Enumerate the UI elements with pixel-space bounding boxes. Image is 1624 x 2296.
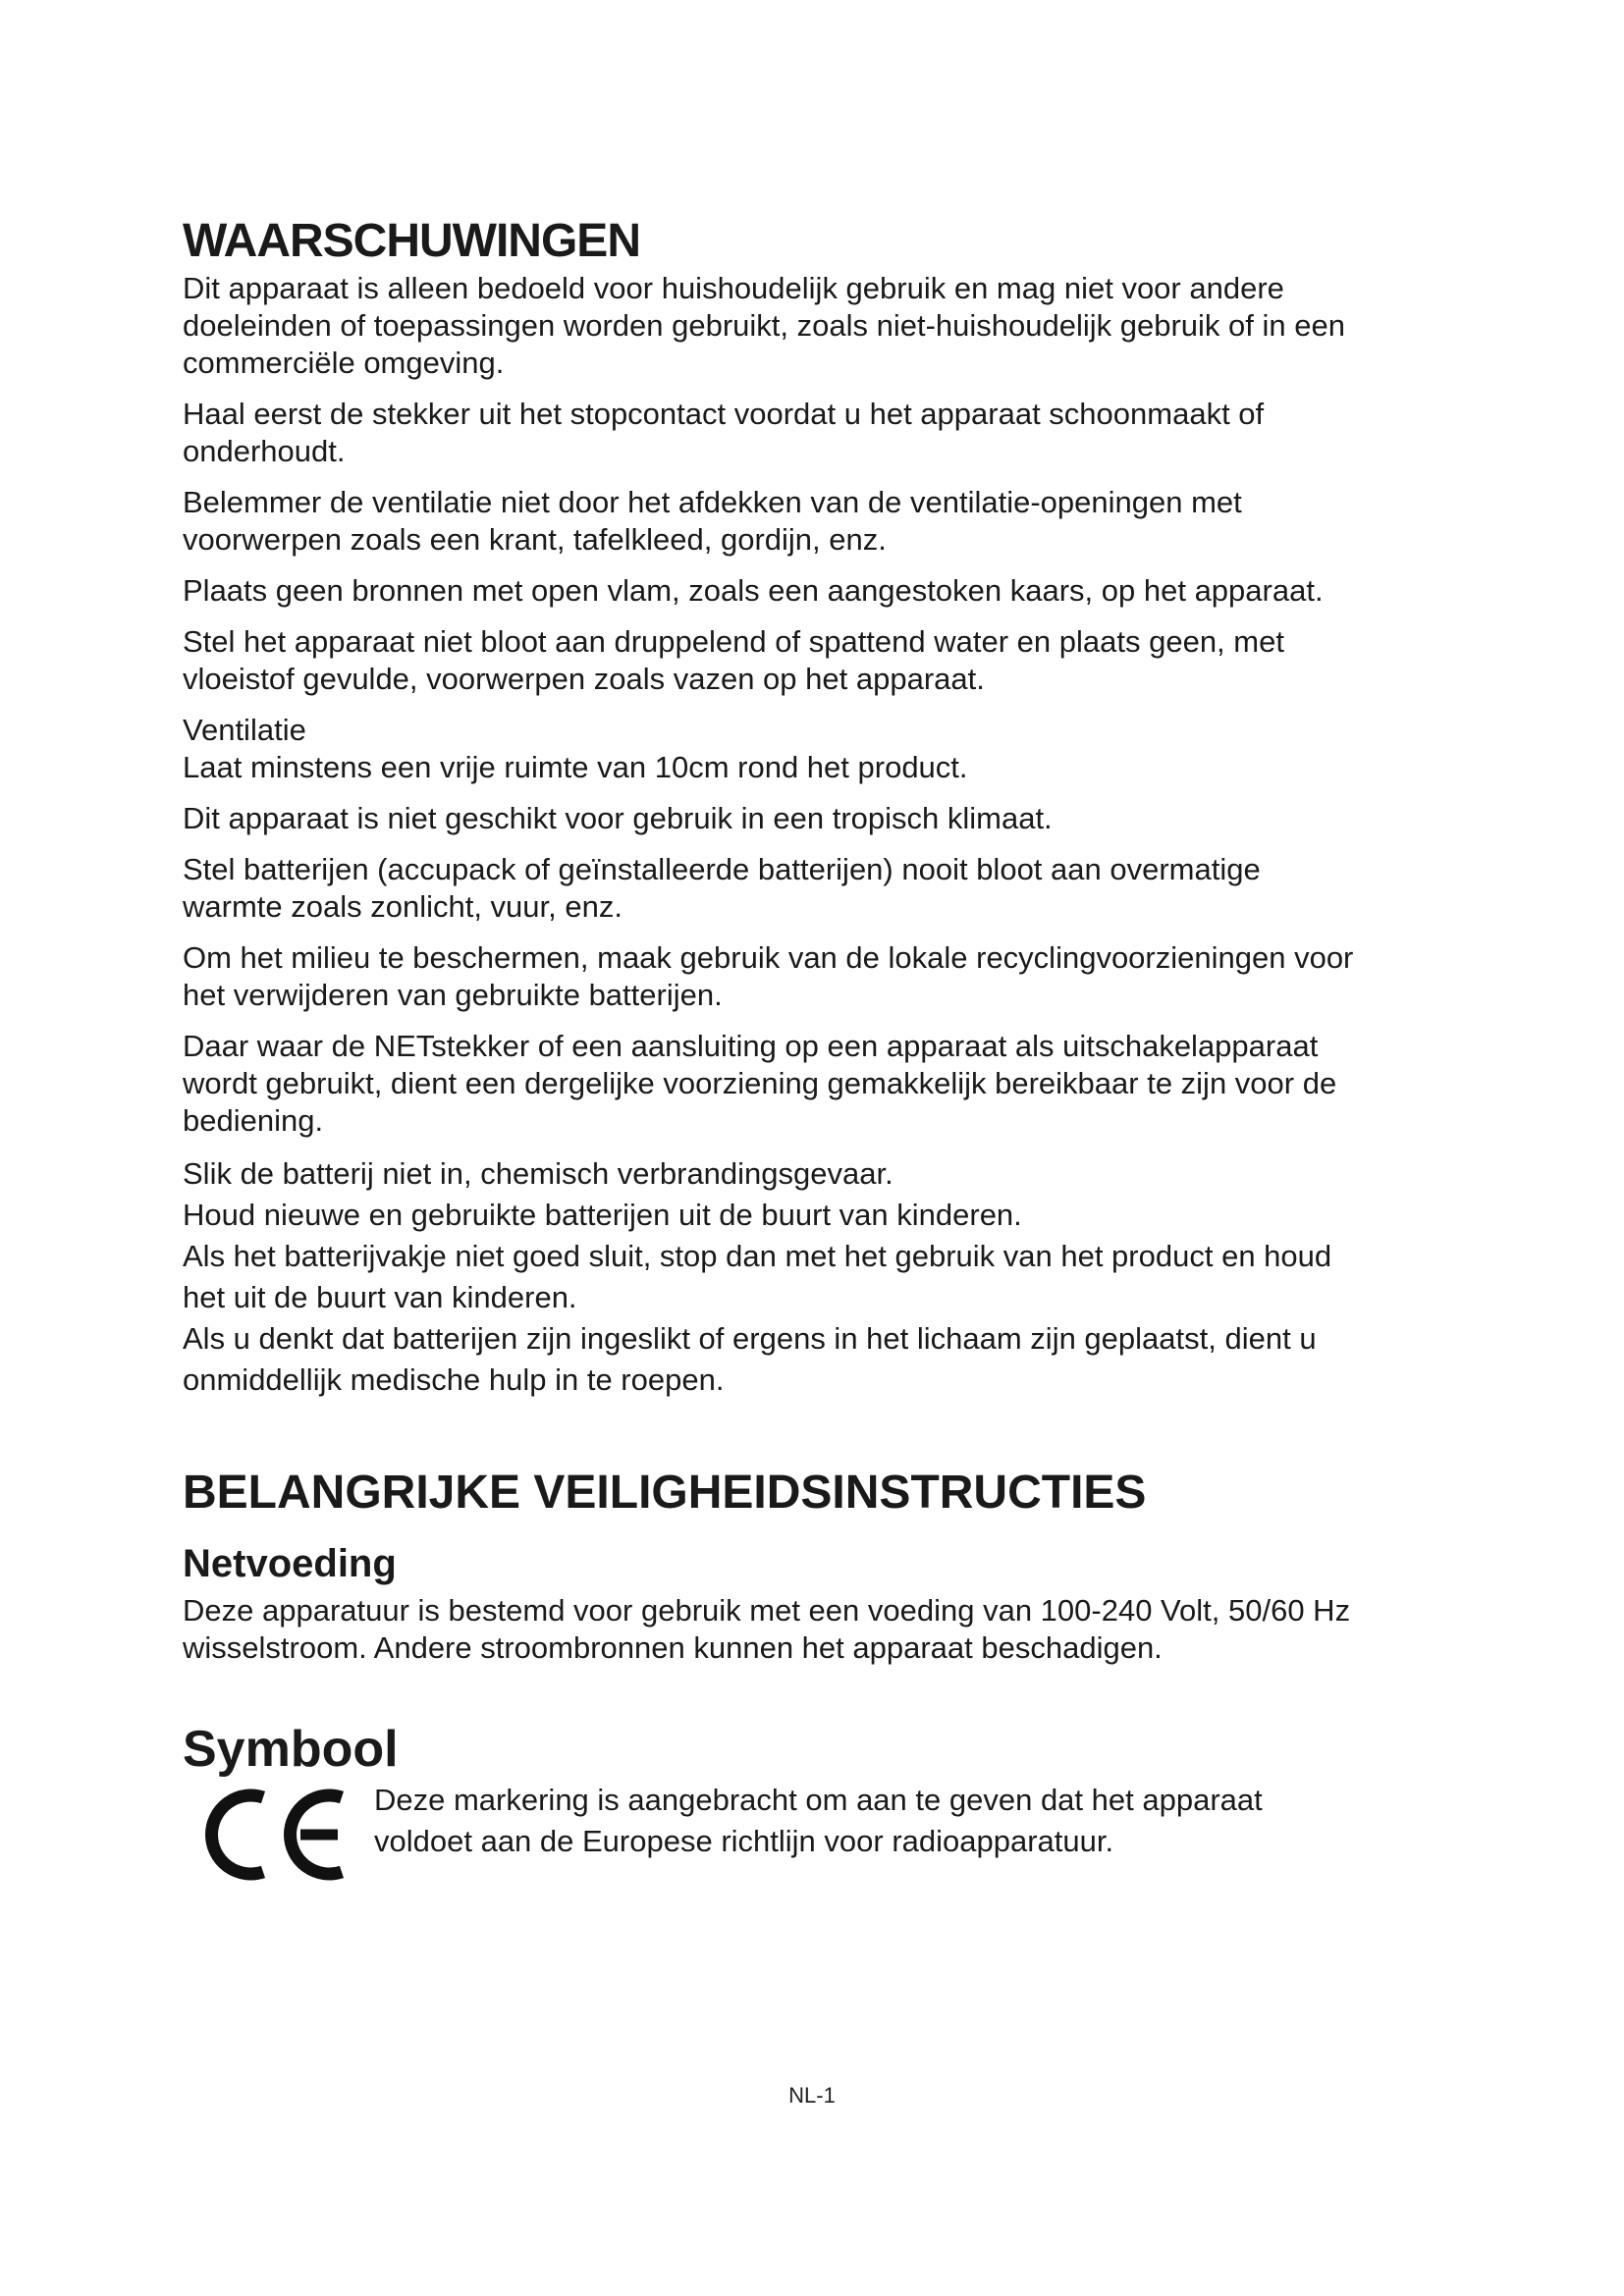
warnings-section [183, 270, 1459, 1401]
warning-paragraph-disconnect: Daar waar de NETstekker of een aansluiting op een apparaat als uitschakelapparaat wordt gebruikt, dient een dergelijke voorziening gemakkelijk bereikbaar te zijn voor de bediening. [183, 1028, 1337, 1138]
document-page [183, 216, 1459, 1886]
power-paragraph: Deze apparatuur is bestemd voor gebruik met een voeding van 100-240 Volt, 50/60 Hz wisselstroom. Andere stroombronnen kunnen het apparaat beschadigen. [183, 1592, 1351, 1665]
safety-heading: BELANGRIJKE VEILIGHEIDSINSTRUCTIES [183, 1466, 1147, 1519]
warning-paragraph-ventilation-space: Ventilatie Laat minstens een vrije ruimte van 10cm rond het product. [183, 712, 968, 784]
page-number: NL-1 [788, 2083, 836, 2108]
warning-paragraph-open-flame: Plaats geen bronnen met open vlam, zoals een aangestoken kaars, op het apparaat. [183, 572, 1324, 608]
warning-paragraph-tropical: Dit apparaat is niet geschikt voor gebruik in een tropisch klimaat. [183, 800, 1053, 835]
ce-symbol-row [183, 1778, 1459, 1886]
warnings-heading: WAARSCHUWINGEN [183, 215, 640, 267]
warning-paragraph-unplug: Haal eerst de stekker uit het stopcontact voordat u het apparaat schoonmaakt of onderhoudt. [183, 396, 1265, 468]
warning-paragraph-battery-swallow: Slik de batterij niet in, chemisch verbrandingsgevaar. Houd nieuwe en gebruikte batterijen uit de buurt van kinderen. Als het batterijvakje niet goed sluit, stop dan met het gebruik van het product en houd het uit de buurt van kinderen. Als u denkt dat batterijen zijn ingeslikt of ergens in het lichaam zijn geplaatst, dient u onmiddellijk medische hulp in te roepen. [183, 1155, 1332, 1397]
ce-description: Deze markering is aangebracht om aan te geven dat het apparaat voldoet aan de Europese richtlijn voor radioapparatuur. [374, 1782, 1263, 1858]
warning-paragraph-recycling: Om het milieu te beschermen, maak gebruik van de lokale recyclingvoorzieningen voor het verwijderen van gebruikte batterijen. [183, 939, 1354, 1012]
ce-mark-icon [202, 1786, 350, 1884]
power-section [183, 1541, 1459, 1667]
symbol-heading: Symbool [183, 1720, 399, 1778]
warning-paragraph-household: Dit apparaat is alleen bedoeld voor huishoudelijk gebruik en mag niet voor andere doeleinden of toepassingen worden gebruikt, zoals niet-huishoudelijk gebruik of in een commerciële omgeving. [183, 270, 1345, 380]
warning-paragraph-water: Stel het apparaat niet bloot aan druppelend of spattend water en plaats geen, met vloeistof gevulde, voorwerpen zoals vazen op het apparaat. [183, 623, 1284, 696]
warning-paragraph-ventilation-block: Belemmer de ventilatie niet door het afdekken van de ventilatie-openingen met voorwerpen zoals een krant, tafelkleed, gordijn, enz. [183, 484, 1242, 557]
power-subheading: Netvoeding [183, 1541, 397, 1585]
warning-paragraph-battery-heat: Stel batterijen (accupack of geïnstalleerde batterijen) nooit bloot aan overmatige warmte zoals zonlicht, vuur, enz. [183, 851, 1261, 924]
